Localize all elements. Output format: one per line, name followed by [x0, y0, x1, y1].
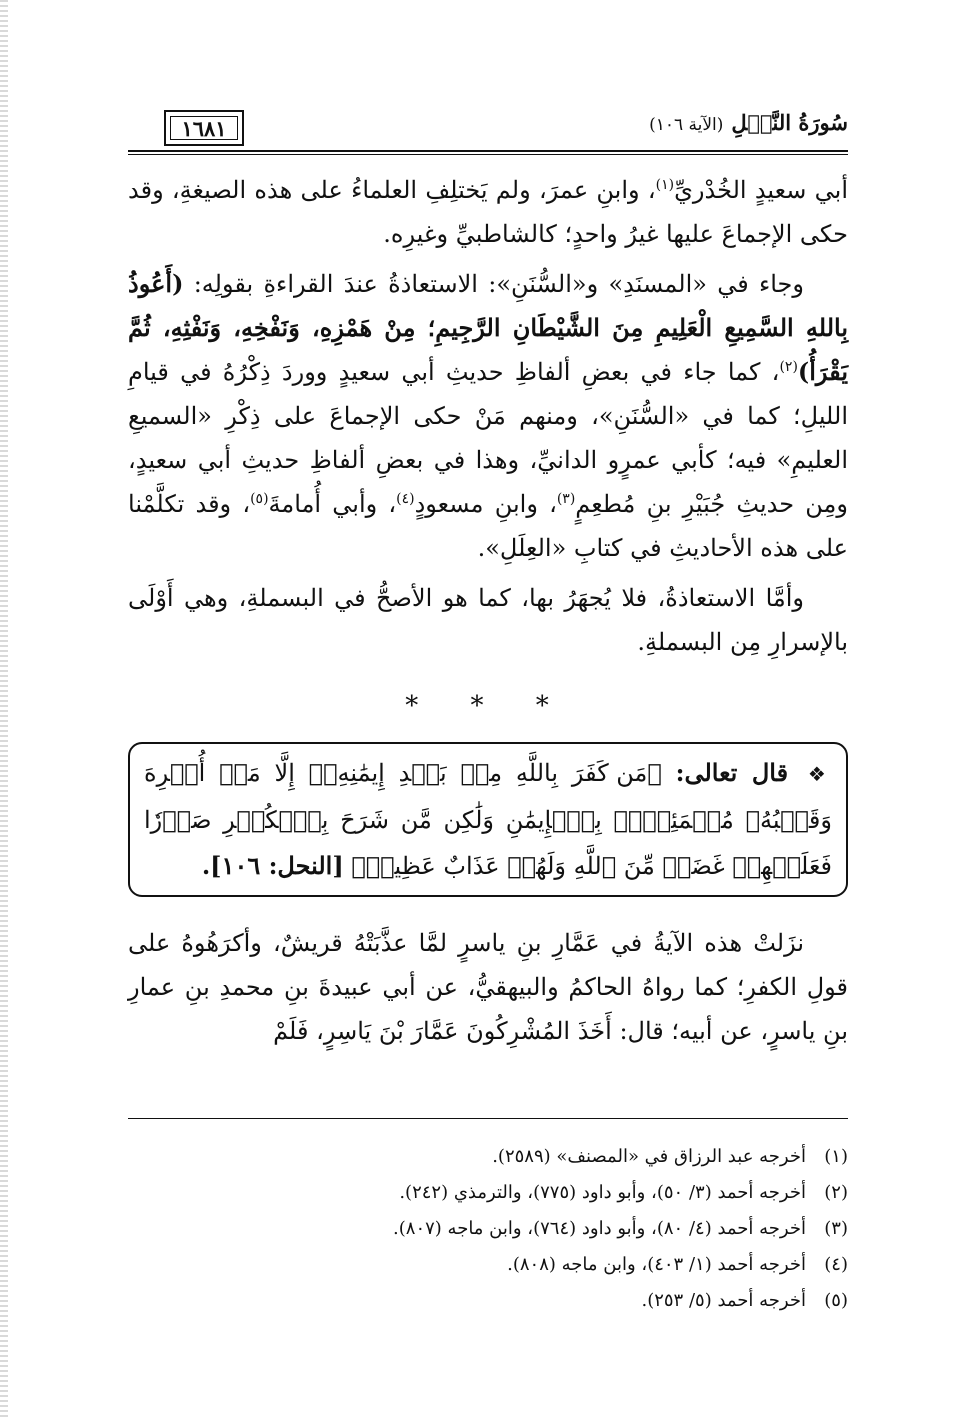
header-divider: [128, 150, 848, 155]
isti-adha-formula: (أَعُوذُ بِاللهِ السَّمِيعِ الْعَلِيمِ مِنَ الشَّيْطَانِ الرَّجِيمِ؛ مِنْ هَمْزِهِ، وَنَفْخِهِ، وَنَفْثِهِ، ثُمَّ يَقْرَأُ): [128, 269, 848, 386]
footnote-number: (٢): [824, 1182, 848, 1203]
paragraph-4: [128, 921, 848, 1053]
verse-text: ﴿مَن كَفَرَ بِاللَّهِ مِنۢ بَعۡدِ إِيمَٰنِهِۦٓ إِلَّا مَنۡ أُكۡرِهَ وَقَلۡبُهُۥ مُطۡمَئِنُّۢ بِٱلۡإِيمَٰنِ وَلَٰكِن مَّن شَرَحَ بِٱلۡكُفۡرِ صَدۡرٗا فَعَلَيۡهِمۡ غَضَبٞ مِّنَ ٱللَّهِ وَلَهُمۡ عَذَابٌ عَظِيمٞ﴾: [144, 759, 832, 880]
footnote-item: [128, 1139, 848, 1175]
footnote-ref-2[interactable]: (٢): [779, 359, 798, 375]
verse-box: [128, 742, 848, 897]
verse-reference: (الآية ١٠٦): [649, 115, 724, 135]
footnote-ref-4[interactable]: (٤): [396, 491, 415, 507]
page-number: ١٦٨١: [164, 110, 244, 146]
footnote-item: [128, 1211, 848, 1247]
footnote-ref-1[interactable]: (١): [655, 177, 675, 193]
text-run: ، وابنِ مسعودٍ: [414, 490, 557, 518]
ornament-icon: ❖: [807, 762, 832, 786]
text-run: نزَلتْ هذه الآيةُ في عَمَّارِ بنِ ياسرٍ لمَّا عذَّبَتْهُ قريشٌ، وأكرَهُوهُ على قولِ الكفرِ؛ كما رواهُ الحاكمُ والبيهقيُّ، عن أبي عبيدةَ بنِ محمدِ بنِ عمارِ بنِ ياسرٍ، عن أبيه؛ قال:: [128, 929, 848, 1045]
verse-intro: قال تعالى:: [675, 758, 789, 787]
main-text: [128, 168, 848, 1053]
text-run: أبي سعيدٍ الخُدْريِّ: [674, 176, 848, 204]
footnote-text: أخرجه أحمد (١/ ٤٠٣)، وابن ماجه (٨٠٨).: [507, 1254, 806, 1275]
surah-name: سُورَةُ النَّحۡلِ: [731, 110, 848, 135]
text-run: ، وقد تكلَّمْنا على هذه الأحاديثِ في كتابِ «العِلَلِ».: [128, 490, 848, 562]
text-run: ، كما جاء في بعضِ ألفاظِ حديثِ أبي سعيدٍ ووردَ ذِكْرُهُ في قيامِ الليلِ؛ كما في «السُّنَنِ»، ومنهم مَنْ حكى الإجماعَ على ذِكْرِ «السميعِ العليمِ» فيه؛ كأبي عمرٍو الدانيِّ، وهذا في بعضِ ألفاظِ حديثِ أبي سعيدٍ، ومِن حديثِ جُبَيْرِ بنِ مُطعِمٍ: [128, 358, 848, 518]
footnote-number: (٣): [824, 1218, 848, 1239]
footnote-text: أخرجه أحمد (٥/ ٢٥٣).: [641, 1290, 806, 1311]
page-header: [128, 100, 848, 152]
verse-citation: [النحل: ١٠٦].: [201, 851, 344, 880]
paragraph-3: وأمَّا الاستعاذةُ، فلا يُجهَرُ بها، كما هو الأصحُّ في البسملةِ، وهي أَوْلَى بالإسرارِ مِن البسملةِ.: [128, 584, 848, 656]
text-run: ، وأبي أُمامةَ: [268, 490, 397, 518]
footnote-text: أخرجه عبد الرزاق في «المصنف» (٢٥٨٩).: [492, 1146, 806, 1167]
footnote-ref-5[interactable]: (٥): [250, 491, 269, 507]
footnote-item: [128, 1283, 848, 1319]
footnote-text: أخرجه أحمد (٤/ ٨٠)، وأبو داود (٧٦٤)، وابن ماجه (٨٠٧).: [393, 1218, 806, 1239]
paragraph-1: [128, 168, 848, 256]
footnote-item: [128, 1247, 848, 1283]
hadith-quote: أَخَذَ المُشْرِكُونَ عَمَّارَ بْنَ يَاسِرٍ، فَلَمْ: [273, 1017, 612, 1045]
footnote-number: (٥): [824, 1290, 848, 1311]
text-run: وجاء في «المسنَدِ» و«السُّنَنِ»: الاستعاذةُ عندَ القراءةِ بقولِه:: [193, 270, 804, 298]
footnote-item: [128, 1175, 848, 1211]
section-separator: * * *: [405, 691, 571, 721]
scan-edge: [0, 0, 8, 1417]
paragraph-2: [128, 262, 848, 570]
footnote-text: أخرجه أحمد (٣/ ٥٠)، وأبو داود (٧٧٥)، والترمذي (٢٤٢).: [399, 1182, 806, 1203]
footnote-ref-3[interactable]: (٣): [556, 491, 576, 507]
footnote-number: (١): [824, 1146, 848, 1167]
footnotes: [128, 1118, 848, 1319]
surah-title: [649, 110, 848, 135]
footnote-number: (٤): [824, 1254, 848, 1275]
text-run: ، وابنِ عمرَ، ولم يَختلِفِ العلماءُ على هذه الصيغةِ، وقد حكى الإجماعَ عليها غيرُ واحدٍ؛ كالشاطبيِّ وغيرِه.: [128, 176, 848, 248]
